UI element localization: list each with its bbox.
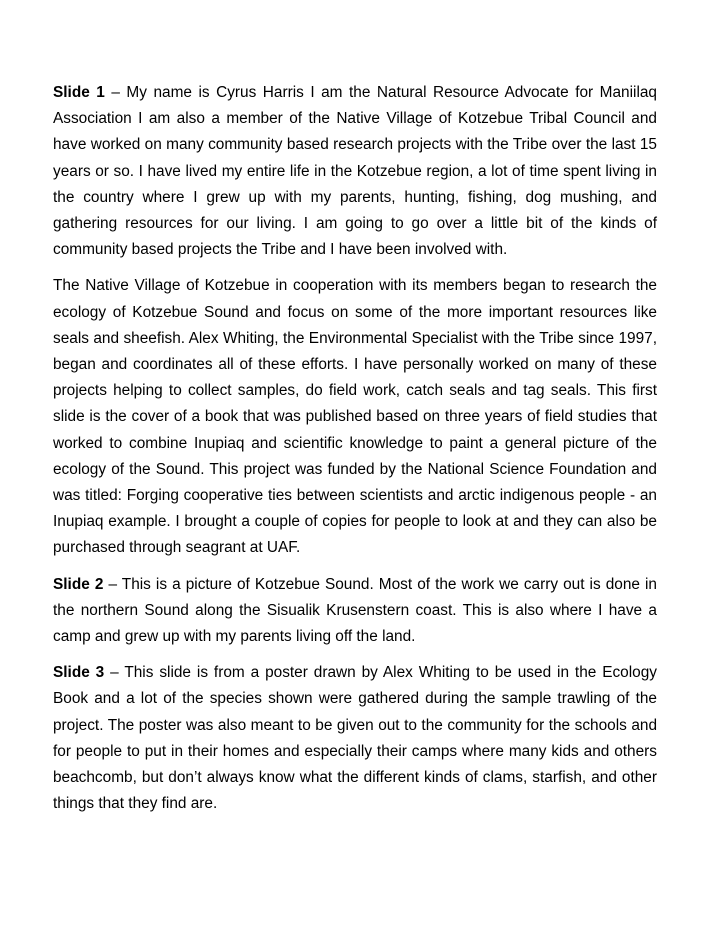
paragraph-slide-3 xyxy=(53,660,657,817)
paragraph-slide-2 xyxy=(53,572,657,651)
paragraph-text: – My name is Cyrus Harris I am the Natural Resource Advocate for Maniilaq Association I am also a member of the Native Village of Kotzebue Tribal Council and have worked on many community based research projects with the Tribe over the last 15 years or so. I have lived my entire life in the Kotzebue region, a lot of time spent living in the country where I grew up with my parents, hunting, fishing, dog mushing, and gathering resources for our living. I am going to go over a little bit of the kinds of community based projects the Tribe and I have been involved with. xyxy=(53,84,657,259)
slide-label: Slide 3 xyxy=(53,664,105,682)
paragraph-native-village xyxy=(53,273,657,561)
paragraph-text: – This is a picture of Kotzebue Sound. Most of the work we carry out is done in the northern Sound along the Sisualik Krusenstern coast. This is also where I have a camp and grew up with my parents living off the land. xyxy=(53,575,657,646)
slide-label: Slide 1 xyxy=(53,84,105,101)
document-page xyxy=(53,80,657,827)
paragraph-text: – This slide is from a poster drawn by Alex Whiting to be used in the Ecology Book and a lot of the species shown were gathered during the sample trawling of the project. The poster was also meant to be given out to the community for the schools and for people to put in their homes and especially their camps where many kids and others beachcomb, but don’t always know what the different kinds of clams, starfish, and other things that they find are. xyxy=(53,664,657,813)
slide-label: Slide 2 xyxy=(53,575,104,593)
paragraph-slide-1 xyxy=(53,80,657,263)
paragraph-text: The Native Village of Kotzebue in cooperation with its members began to research the ecology of Kotzebue Sound and focus on some of the more important resources like seals and sheefish. Alex Whiting, the Environmental Specialist with the Tribe since 1997, began and coordinates all of these efforts. I have personally worked on many of these projects helping to collect samples, do field work, catch seals and tag seals. This first slide is the cover of a book that was published based on three years of field studies that worked to combine Inupiaq and scientific knowledge to paint a general picture of the ecology of the Sound. This project was funded by the National Science Foundation and was titled: Forging cooperative ties between scientists and arctic indigenous people - an Inupiaq example. I brought a couple of copies for people to look at and they can also be purchased through seagrant at UAF. xyxy=(53,277,657,557)
